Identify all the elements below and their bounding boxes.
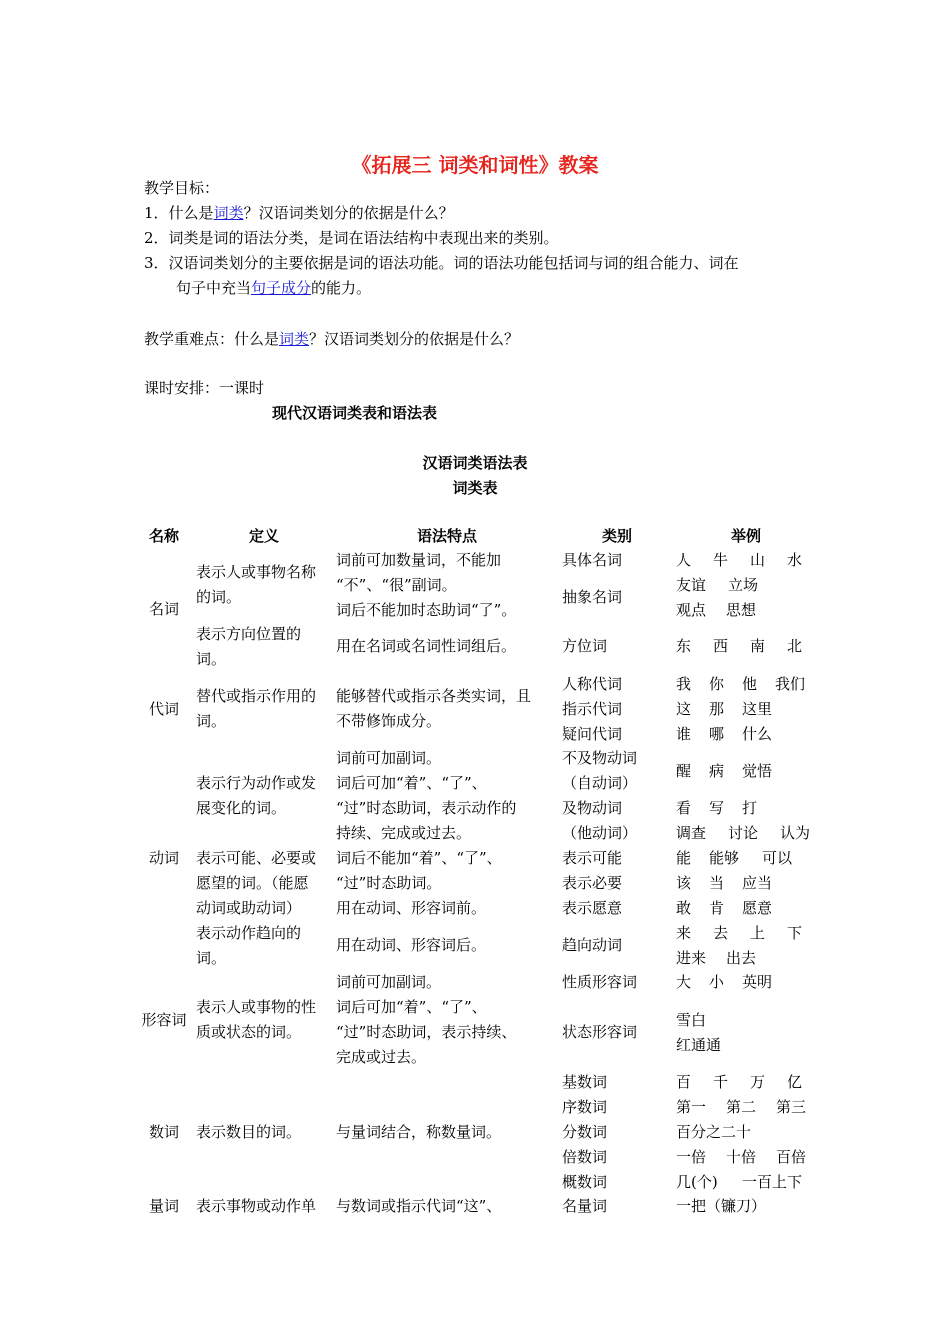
example-word: 水 [787, 551, 803, 569]
example-word: 思想 [726, 601, 757, 619]
definition-line: 动词或助动词） [196, 899, 302, 917]
example-word: 北 [787, 637, 803, 655]
example-row [676, 1008, 706, 1033]
example-row [676, 672, 805, 697]
example-word: 看 [676, 799, 692, 817]
example-word: 百倍 [776, 1148, 807, 1166]
type-label: 方位词 [562, 637, 608, 655]
example-word: 十倍 [726, 1148, 757, 1166]
grammar-line: “过”时态助词，表示持续、 [336, 1023, 517, 1041]
example-word: 认为 [780, 824, 811, 842]
example-word: 第三 [776, 1098, 807, 1116]
grammar-line: 与数词或指示代词“这”、 [336, 1197, 502, 1215]
example-word: 这里 [742, 700, 773, 718]
grammar-line: 词前可加副词。 [336, 973, 442, 991]
example-word: 愿意 [742, 899, 773, 917]
example-word: 来 [676, 924, 692, 942]
goal-text: ？汉语词类划分的依据是什么？ [243, 204, 454, 222]
goal-text: 的能力。 [311, 279, 372, 297]
example-row [676, 1095, 806, 1120]
example-word: 友谊 [676, 576, 707, 594]
link-word-class[interactable]: 词类 [213, 204, 244, 222]
link-sentence-component[interactable]: 句子成分 [251, 279, 312, 297]
example-word: 去 [713, 924, 729, 942]
type-label: 表示可能 [562, 849, 623, 867]
example-word: 西 [713, 637, 729, 655]
definition-line: 表示可能、必要或 [196, 849, 317, 867]
example-word: 打 [742, 799, 758, 817]
definition-line: 愿望的词。（能愿 [196, 874, 309, 892]
example-word: 千 [713, 1073, 729, 1091]
grammar-line: 与量词结合，称数量词。 [336, 1123, 502, 1141]
example-word: 哪 [709, 725, 725, 743]
grammar-line: 用在动词、形容词后。 [336, 936, 487, 954]
goal-3 [144, 252, 739, 273]
example-word: 肯 [709, 899, 725, 917]
grammar-line: 词前可加数量词，不能加 [336, 551, 502, 569]
header-example: 举例 [730, 527, 761, 545]
grammar-line: 持续、完成或过去。 [336, 824, 472, 842]
example-word: 雪白 [676, 1011, 707, 1029]
category-noun: 名词 [148, 600, 179, 618]
type-label: 表示愿意 [562, 899, 623, 917]
section-title: 现代汉语词类表和语法表 [272, 404, 438, 422]
example-word: 一百上下 [742, 1173, 803, 1191]
example-word: 山 [750, 551, 766, 569]
example-word: 人 [676, 551, 692, 569]
type-label: 疑问代词 [562, 725, 623, 743]
example-word: 英明 [742, 973, 773, 991]
example-word: 第一 [676, 1098, 707, 1116]
example-word: 亿 [787, 1073, 803, 1091]
grammar-line: 词前可加副词。 [336, 749, 442, 767]
type-label: 及物动词 [562, 799, 623, 817]
document-title: 《拓展三 词类和词性》教案 [351, 153, 599, 177]
header-type: 类别 [601, 527, 632, 545]
definition-line: 表示人或事物的性 [196, 998, 317, 1016]
example-word: 敢 [676, 899, 692, 917]
grammar-line: 完成或过去。 [336, 1048, 427, 1066]
example-word: 几(个) [676, 1173, 718, 1191]
grammar-line: 能够替代或指示各类实词，且 [336, 687, 532, 705]
table-title: 汉语词类语法表 [422, 454, 528, 472]
goal-3-continued [176, 277, 371, 298]
example-word: 能够 [709, 849, 740, 867]
example-row [676, 821, 810, 846]
example-word: 大 [676, 973, 692, 991]
definition-line: 表示方向位置的 [196, 625, 302, 643]
type-label: （自动词） [562, 774, 638, 792]
goal-text: 汉语词类划分的主要依据是词的语法功能。词的语法功能包括词与词的组合能力、词在 [168, 254, 739, 272]
key-points [144, 328, 519, 349]
example-word: 一把（镰刀） [676, 1197, 767, 1215]
definition-line: 表示数目的词。 [196, 1123, 302, 1141]
definition-line: 质或状态的词。 [196, 1023, 302, 1041]
type-label: 具体名词 [562, 551, 623, 569]
example-word: 东 [676, 637, 692, 655]
definition-line: 替代或指示作用的 [196, 687, 317, 705]
definition-line: 表示事物或动作单 [196, 1197, 317, 1215]
grammar-line: 用在名词或名词性词组后。 [336, 637, 517, 655]
type-label: 人称代词 [562, 675, 623, 693]
example-word: 当 [709, 874, 725, 892]
grammar-line: 词后可加“着”、“了”、 [336, 774, 487, 792]
example-word: 我们 [775, 675, 806, 693]
example-row [676, 871, 772, 896]
example-word: 南 [750, 637, 766, 655]
table-subtitle: 词类表 [452, 479, 498, 497]
type-label: 倍数词 [562, 1148, 608, 1166]
type-label: 性质形容词 [562, 973, 638, 991]
goal-1 [144, 202, 454, 223]
example-word: 一倍 [676, 1148, 707, 1166]
definition-line: 词。 [196, 949, 227, 967]
example-word: 讨论 [728, 824, 759, 842]
example-word: 调查 [676, 824, 707, 842]
example-word: 什么 [742, 725, 773, 743]
example-row [676, 796, 757, 821]
type-label: 分数词 [562, 1123, 608, 1141]
grammar-line: 用在动词、形容词前。 [336, 899, 487, 917]
example-word: 观点 [676, 601, 707, 619]
example-word: 牛 [713, 551, 729, 569]
example-row [676, 921, 802, 946]
example-row [676, 896, 772, 921]
type-label: 序数词 [562, 1098, 608, 1116]
link-word-class-2[interactable]: 词类 [279, 330, 310, 348]
example-word: 万 [750, 1073, 766, 1091]
example-row [676, 573, 758, 598]
example-row [676, 1033, 721, 1058]
example-word: 能 [676, 849, 692, 867]
example-word: 百分之二十 [676, 1123, 752, 1141]
example-word: 那 [709, 700, 725, 718]
example-row [676, 970, 772, 995]
example-word: 醒 [676, 762, 692, 780]
grammar-line: 词后不能加时态助词“了”。 [336, 601, 517, 619]
definition-line: 词。 [196, 650, 227, 668]
example-word: 你 [709, 675, 725, 693]
definition-line: 表示行为动作或发 [196, 774, 317, 792]
type-label: 表示必要 [562, 874, 623, 892]
definition-line: 展变化的词。 [196, 799, 287, 817]
goal-text: 句子中充当 [176, 279, 252, 297]
grammar-line: 词后可加“着”、“了”、 [336, 998, 487, 1016]
example-word: 这 [676, 700, 692, 718]
goals-label: 教学目标： [144, 179, 220, 197]
example-row [676, 1194, 766, 1219]
example-word: 觉悟 [742, 762, 773, 780]
example-word: 出去 [726, 949, 757, 967]
grammar-line: 不带修饰成分。 [336, 712, 442, 730]
example-row [676, 759, 772, 784]
example-row [676, 1170, 802, 1195]
example-word: 应当 [742, 874, 773, 892]
type-label: 指示代词 [562, 700, 623, 718]
header-name: 名称 [148, 527, 179, 545]
key-points-text: ？汉语词类划分的依据是什么？ [309, 330, 520, 348]
example-row [676, 1145, 806, 1170]
example-word: 小 [709, 973, 725, 991]
example-word: 下 [787, 924, 803, 942]
example-word: 可以 [762, 849, 793, 867]
example-row [676, 634, 802, 659]
example-row [676, 722, 772, 747]
type-label: 状态形容词 [562, 1023, 638, 1041]
definition-line: 的词。 [196, 588, 242, 606]
goal-text: 词类是词的语法分类，是词在语法结构中表现出来的类别。 [168, 229, 559, 247]
example-word: 上 [750, 924, 766, 942]
goal-number: 2． [144, 229, 169, 247]
type-label: 名量词 [562, 1197, 608, 1215]
example-row [676, 846, 792, 871]
example-row [676, 1120, 751, 1145]
category-numeral: 数词 [148, 1123, 179, 1141]
example-row [676, 1070, 802, 1095]
schedule: 课时安排：一课时 [144, 379, 265, 397]
goal-number: 3． [144, 254, 169, 272]
type-label: 基数词 [562, 1073, 608, 1091]
definition-line: 表示动作趋向的 [196, 924, 302, 942]
type-label: 抽象名词 [562, 588, 623, 606]
example-word: 红通通 [676, 1036, 722, 1054]
example-word: 我 [676, 675, 692, 693]
example-word: 他 [742, 675, 758, 693]
header-definition: 定义 [248, 527, 279, 545]
example-word: 百 [676, 1073, 692, 1091]
type-label: 趋向动词 [562, 936, 623, 954]
type-label: 不及物动词 [562, 749, 638, 767]
goal-number: 1． [144, 204, 169, 222]
category-verb: 动词 [148, 849, 179, 867]
header-grammar: 语法特点 [416, 527, 477, 545]
example-word: 写 [709, 799, 725, 817]
grammar-line: 词后不能加“着”、“了”、 [336, 849, 502, 867]
type-label: 概数词 [562, 1173, 608, 1191]
example-row [676, 598, 756, 623]
example-word: 病 [709, 762, 725, 780]
example-word: 进来 [676, 949, 707, 967]
key-points-text: 教学重难点：什么是 [144, 330, 280, 348]
example-row [676, 697, 772, 722]
goal-text: 什么是 [168, 204, 214, 222]
grammar-line: “过”时态助词，表示动作的 [336, 799, 517, 817]
grammar-line: “过”时态助词。 [336, 874, 442, 892]
example-word: 谁 [676, 725, 692, 743]
example-word: 第二 [726, 1098, 757, 1116]
category-pronoun: 代词 [148, 700, 179, 718]
definition-line: 词。 [196, 712, 227, 730]
grammar-line: “不”、“很”副词。 [336, 576, 457, 594]
example-row [676, 548, 802, 573]
type-label: （他动词） [562, 824, 638, 842]
category-classifier: 量词 [148, 1197, 179, 1215]
definition-line: 表示人或事物名称 [196, 563, 317, 581]
goal-2 [144, 227, 559, 248]
category-adjective: 形容词 [141, 1011, 187, 1029]
example-word: 该 [676, 874, 692, 892]
example-word: 立场 [728, 576, 759, 594]
example-row [676, 946, 756, 971]
